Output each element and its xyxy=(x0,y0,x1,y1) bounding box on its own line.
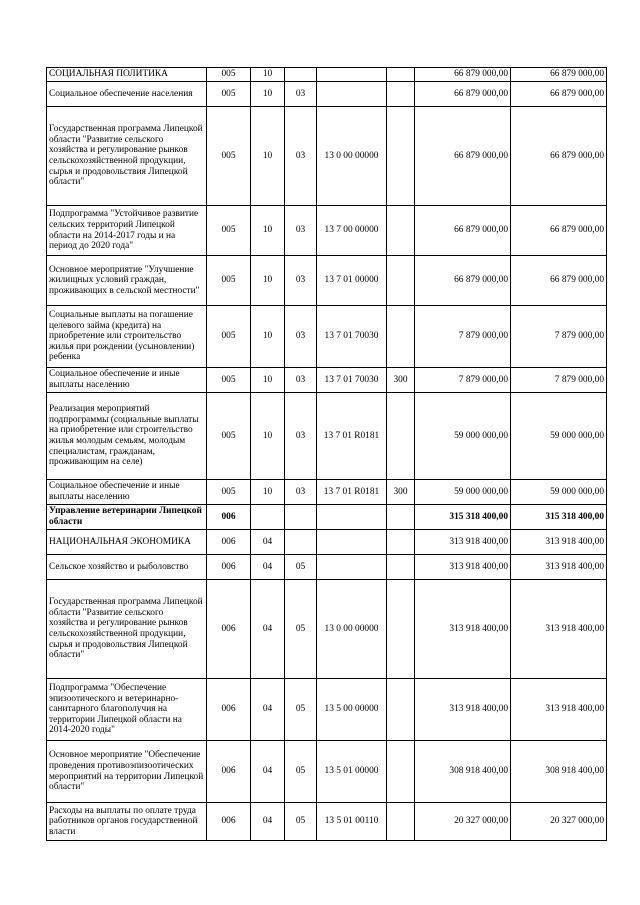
amount-year2-cell: 59 000 000,00 xyxy=(511,393,607,480)
expense-type-cell: 300 xyxy=(387,368,415,393)
target-article-cell: 13 7 00 00000 xyxy=(317,206,387,256)
target-article-cell xyxy=(317,68,387,82)
expense-type-cell xyxy=(387,555,415,580)
expense-type-cell xyxy=(387,107,415,206)
target-article-cell: 13 5 01 00000 xyxy=(317,741,387,803)
target-article-cell: 13 0 00 00000 xyxy=(317,107,387,206)
amount-year1-cell: 66 879 000,00 xyxy=(415,256,511,306)
section-code-cell: 10 xyxy=(251,107,285,206)
admin-code-cell: 006 xyxy=(207,555,251,580)
target-article-cell xyxy=(317,530,387,555)
subsection-code-cell: 03 xyxy=(285,480,317,505)
table-row xyxy=(47,206,607,256)
table-row xyxy=(47,505,607,530)
subsection-code-cell: 03 xyxy=(285,107,317,206)
subsection-code-cell: 05 xyxy=(285,803,317,841)
section-code-cell: 04 xyxy=(251,530,285,555)
section-code-cell: 04 xyxy=(251,803,285,841)
admin-code-cell: 005 xyxy=(207,68,251,82)
row-name-cell: Социальное обеспечение населения xyxy=(47,82,207,107)
admin-code-cell: 005 xyxy=(207,256,251,306)
target-article-cell xyxy=(317,555,387,580)
row-name-cell: Подпрограмма "Устойчивое развитие сельских территорий Липецкой области на 2014-2017 годы и на период до 2020 года" xyxy=(47,206,207,256)
row-name-cell: Государственная программа Липецкой области "Развитие сельского хозяйства и регулирование рынков сельскохозяйственной продукции, сырья и продовольствия Липецкой области" xyxy=(47,107,207,206)
admin-code-cell: 006 xyxy=(207,679,251,741)
section-code-cell: 04 xyxy=(251,580,285,679)
row-name-cell: НАЦИОНАЛЬНАЯ ЭКОНОМИКА xyxy=(47,530,207,555)
subsection-code-cell: 05 xyxy=(285,555,317,580)
amount-year2-cell: 315 318 400,00 xyxy=(511,505,607,530)
table-row xyxy=(47,256,607,306)
section-code-cell: 10 xyxy=(251,206,285,256)
amount-year2-cell: 66 879 000,00 xyxy=(511,206,607,256)
row-name-cell: Расходы на выплаты по оплате труда работников органов государственной власти xyxy=(47,803,207,841)
row-name-cell: Социальное обеспечение и иные выплаты населению xyxy=(47,480,207,505)
target-article-cell: 13 7 01 00000 xyxy=(317,256,387,306)
amount-year1-cell: 66 879 000,00 xyxy=(415,68,511,82)
row-name-cell: Управление ветеринарии Липецкой области xyxy=(47,505,207,530)
expense-type-cell xyxy=(387,679,415,741)
section-code-cell: 10 xyxy=(251,82,285,107)
amount-year2-cell: 7 879 000,00 xyxy=(511,368,607,393)
subsection-code-cell: 05 xyxy=(285,580,317,679)
admin-code-cell: 006 xyxy=(207,803,251,841)
amount-year1-cell: 313 918 400,00 xyxy=(415,530,511,555)
section-code-cell: 10 xyxy=(251,68,285,82)
target-article-cell xyxy=(317,505,387,530)
amount-year1-cell: 313 918 400,00 xyxy=(415,580,511,679)
expense-type-cell xyxy=(387,82,415,107)
amount-year2-cell: 20 327 000,00 xyxy=(511,803,607,841)
table-row xyxy=(47,803,607,841)
section-code-cell: 10 xyxy=(251,393,285,480)
amount-year2-cell: 66 879 000,00 xyxy=(511,107,607,206)
table-row xyxy=(47,679,607,741)
subsection-code-cell: 05 xyxy=(285,741,317,803)
row-name-cell: Социальные выплаты на погашение целевого займа (кредита) на приобретение или строительство жилья при рождении (усыновлении) ребенка xyxy=(47,306,207,368)
subsection-code-cell: 03 xyxy=(285,82,317,107)
amount-year2-cell: 308 918 400,00 xyxy=(511,741,607,803)
admin-code-cell: 005 xyxy=(207,368,251,393)
expense-type-cell xyxy=(387,530,415,555)
expense-type-cell xyxy=(387,741,415,803)
table-body xyxy=(47,68,607,841)
amount-year2-cell: 59 000 000,00 xyxy=(511,480,607,505)
amount-year1-cell: 20 327 000,00 xyxy=(415,803,511,841)
row-name-cell: СОЦИАЛЬНАЯ ПОЛИТИКА xyxy=(47,68,207,82)
table-row xyxy=(47,107,607,206)
expense-type-cell xyxy=(387,393,415,480)
amount-year2-cell: 313 918 400,00 xyxy=(511,555,607,580)
section-code-cell: 04 xyxy=(251,679,285,741)
subsection-code-cell: 03 xyxy=(285,368,317,393)
target-article-cell: 13 7 01 R0181 xyxy=(317,480,387,505)
subsection-code-cell: 03 xyxy=(285,206,317,256)
section-code-cell: 10 xyxy=(251,368,285,393)
table-row xyxy=(47,393,607,480)
expense-type-cell xyxy=(387,256,415,306)
admin-code-cell: 005 xyxy=(207,206,251,256)
subsection-code-cell: 03 xyxy=(285,256,317,306)
amount-year1-cell: 313 918 400,00 xyxy=(415,679,511,741)
admin-code-cell: 006 xyxy=(207,505,251,530)
section-code-cell: 10 xyxy=(251,256,285,306)
amount-year1-cell: 66 879 000,00 xyxy=(415,107,511,206)
row-name-cell: Основное мероприятие "Улучшение жилищных условий граждан, проживающих в сельской местности" xyxy=(47,256,207,306)
table-row xyxy=(47,82,607,107)
admin-code-cell: 006 xyxy=(207,530,251,555)
amount-year1-cell: 7 879 000,00 xyxy=(415,306,511,368)
table-row xyxy=(47,580,607,679)
subsection-code-cell: 03 xyxy=(285,306,317,368)
target-article-cell: 13 7 01 70030 xyxy=(317,368,387,393)
amount-year2-cell: 313 918 400,00 xyxy=(511,679,607,741)
admin-code-cell: 006 xyxy=(207,741,251,803)
admin-code-cell: 005 xyxy=(207,393,251,480)
section-code-cell: 04 xyxy=(251,741,285,803)
target-article-cell: 13 5 00 00000 xyxy=(317,679,387,741)
row-name-cell: Реализация мероприятий подпрограммы (социальные выплаты на приобретение или строительство жилья молодым семьям, молодым специалистам, гражданам, проживающим на селе) xyxy=(47,393,207,480)
subsection-code-cell xyxy=(285,68,317,82)
table-row xyxy=(47,306,607,368)
budget-table xyxy=(46,67,607,841)
amount-year2-cell: 66 879 000,00 xyxy=(511,68,607,82)
table-row xyxy=(47,555,607,580)
admin-code-cell: 005 xyxy=(207,82,251,107)
section-code-cell: 10 xyxy=(251,480,285,505)
subsection-code-cell xyxy=(285,505,317,530)
table-row xyxy=(47,480,607,505)
row-name-cell: Сельское хозяйство и рыболовство xyxy=(47,555,207,580)
expense-type-cell xyxy=(387,306,415,368)
expense-type-cell xyxy=(387,68,415,82)
target-article-cell: 13 0 00 00000 xyxy=(317,580,387,679)
table-row xyxy=(47,68,607,82)
target-article-cell: 13 7 01 R0181 xyxy=(317,393,387,480)
amount-year1-cell: 308 918 400,00 xyxy=(415,741,511,803)
expense-type-cell xyxy=(387,803,415,841)
target-article-cell xyxy=(317,82,387,107)
admin-code-cell: 005 xyxy=(207,107,251,206)
section-code-cell: 10 xyxy=(251,306,285,368)
table-row xyxy=(47,530,607,555)
expense-type-cell: 300 xyxy=(387,480,415,505)
table-row xyxy=(47,368,607,393)
amount-year2-cell: 7 879 000,00 xyxy=(511,306,607,368)
expense-type-cell xyxy=(387,206,415,256)
amount-year1-cell: 313 918 400,00 xyxy=(415,555,511,580)
subsection-code-cell: 03 xyxy=(285,393,317,480)
subsection-code-cell: 05 xyxy=(285,679,317,741)
row-name-cell: Государственная программа Липецкой области "Развитие сельского хозяйства и регулирование рынков сельскохозяйственной продукции, сырья и продовольствия Липецкой области" xyxy=(47,580,207,679)
amount-year1-cell: 59 000 000,00 xyxy=(415,393,511,480)
amount-year2-cell: 66 879 000,00 xyxy=(511,256,607,306)
amount-year1-cell: 315 318 400,00 xyxy=(415,505,511,530)
section-code-cell: 04 xyxy=(251,555,285,580)
amount-year2-cell: 66 879 000,00 xyxy=(511,82,607,107)
target-article-cell: 13 5 01 00110 xyxy=(317,803,387,841)
amount-year2-cell: 313 918 400,00 xyxy=(511,530,607,555)
amount-year1-cell: 66 879 000,00 xyxy=(415,82,511,107)
amount-year1-cell: 59 000 000,00 xyxy=(415,480,511,505)
amount-year2-cell: 313 918 400,00 xyxy=(511,580,607,679)
expense-type-cell xyxy=(387,580,415,679)
admin-code-cell: 005 xyxy=(207,306,251,368)
amount-year1-cell: 7 879 000,00 xyxy=(415,368,511,393)
subsection-code-cell xyxy=(285,530,317,555)
row-name-cell: Социальное обеспечение и иные выплаты населению xyxy=(47,368,207,393)
expense-type-cell xyxy=(387,505,415,530)
table-row xyxy=(47,741,607,803)
amount-year1-cell: 66 879 000,00 xyxy=(415,206,511,256)
admin-code-cell: 005 xyxy=(207,480,251,505)
admin-code-cell: 006 xyxy=(207,580,251,679)
target-article-cell: 13 7 01 70030 xyxy=(317,306,387,368)
row-name-cell: Основное мероприятие "Обеспечение проведения противоэпизоотических мероприятий на территории Липецкой области" xyxy=(47,741,207,803)
row-name-cell: Подпрограмма "Обеспечение эпизоотического и ветеринарно-санитарного благополучия на территории Липецкой области на 2014-2020 годы" xyxy=(47,679,207,741)
section-code-cell xyxy=(251,505,285,530)
